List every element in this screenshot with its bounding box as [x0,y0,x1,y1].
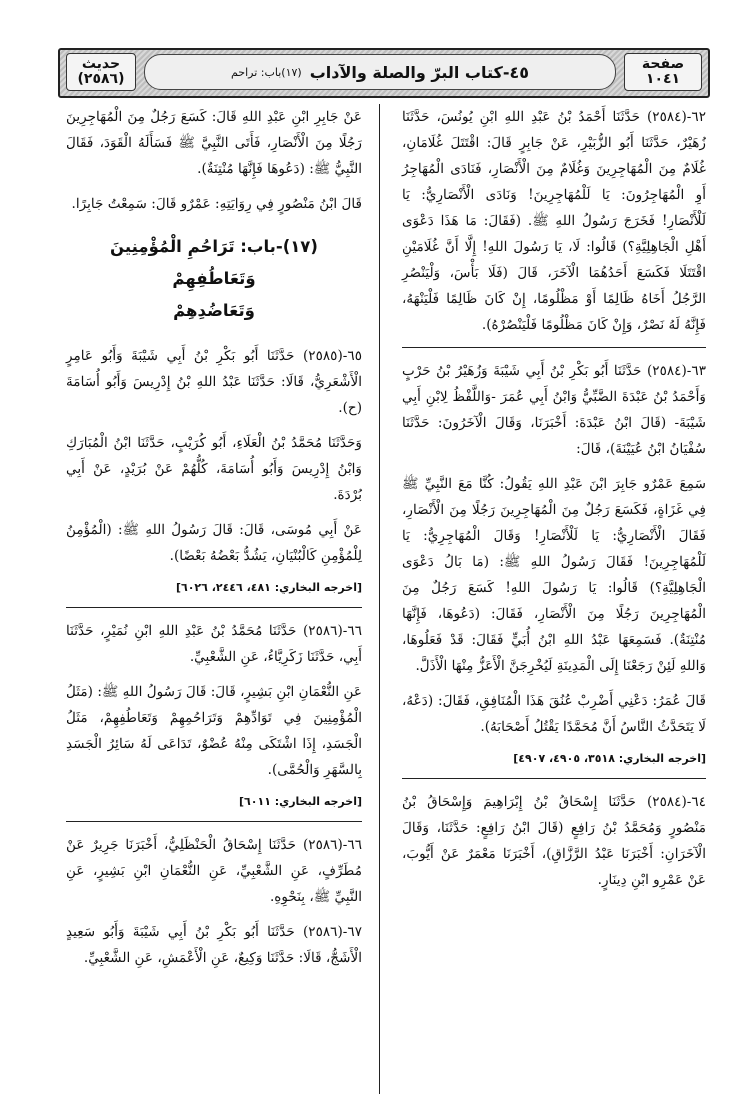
left-column [66,104,362,980]
page-number: ١٠٤١ [645,71,681,87]
hadith-number: (٢٥٨٦) [77,71,125,87]
numan-narration: عَنِ النُّعْمَانِ ابْنِ بَشِيرٍ، قَالَ: قَالَ رَسُولُ اللهِ ﷺ: (مَثَلُ الْمُؤْمِنِينَ فِي تَوَادِّهِمْ وَتَرَاحُمِهِمْ وَتَعَاطُفِهِمْ، مَثَلُ الْجَسَدِ، إِذَا اشْتَكَى مِنْهُ عُضْوٌ، تَدَاعَى لَهُ سَائِرُ الْجَسَدِ بِالسَّهَرِ وَالْحُمَّى). [66,684,362,778]
hadith-number-box [66,53,136,91]
chapter-heading-line-1: (١٧)-باب: تَرَاحُمِ الْمُؤْمِنِينَ وَتَعَاطُفِهِمْ [110,237,318,288]
book-title: ٤٥-كتاب البرّ والصلة والآداب [309,62,530,82]
hadith-64: ٦٤-(٢٥٨٤) حَدَّثَنَا إِسْحَاقُ بْنُ إِبْرَاهِيمَ وَإِسْحَاقُ بْنُ مَنْصُورٍ وَمُحَمَّدُ بْنُ رَافِعٍ (قَالَ ابْنُ رَافِعٍ: حَدَّثَنَا، وَقَالَ الْآخَرَانِ: أَخْبَرَنَا عَبْدُ الرَّزَّاقِ)، أَخْبَرَنَا مَعْمَرٌ عَنْ أَيُّوبَ، عَنْ عَمْرِو ابْنِ دِينَارٍ. [402,794,706,888]
ibn-mansur-note: قَالَ ابْنُ مَنْصُورٍ فِي رِوَايَتِهِ: عَمْرٌو قَالَ: سَمِعْتُ جَابِرًا. [71,196,362,212]
hadith-66-isnad: ٦٦-(٢٥٨٦) حَدَّثَنَا مُحَمَّدُ بْنُ عَبْدِ اللهِ ابْنِ نُمَيْرٍ، حَدَّثَنَا أَبِي، حَدَّثَنَا زَكَرِيَّاءُ، عَنِ الشَّعْبِيِّ. [66,623,362,665]
hadith-63-umar: قَالَ عُمَرُ: دَعْنِي أَضْرِبْ عُنُقَ هَذَا الْمُنَافِقِ، فَقَالَ: (دَعْهُ، لَا يَتَحَدَّثُ النَّاسُ أَنَّ مُحَمَّدًا يَقْتُلُ أَصْحَابَهُ). [402,693,706,735]
separator [402,778,706,779]
page-header [58,48,710,98]
page-number-box [624,53,702,91]
page-label: صفحة [641,56,685,73]
chapter-title: (١٧)باب: تراحم [230,65,302,79]
header-title-band [144,54,616,90]
separator [66,607,362,608]
separator [402,347,706,348]
hadith-65-isnad-2: وَحَدَّثَنَا مُحَمَّدُ بْنُ الْعَلَاءِ، أَبُو كُرَيْبٍ، حَدَّثَنَا ابْنُ الْمُبَارَكِ وَابْنُ إِدْرِيسَ وَأَبُو أُسَامَةَ، كُلُّهُمْ عَنْ بُرَيْدٍ، عَنْ أَبِي بُرْدَةَ. [66,435,362,503]
bukhari-reference: [اخرجه البخاري: ٤٨١، ٢٤٤٦، ٦٠٢٦] [175,581,362,594]
hadith-63-matn: سَمِعَ عَمْرٌو جَابِرَ ابْنَ عَبْدِ اللهِ يَقُولُ: كُنَّا مَعَ النَّبِيِّ ﷺ فِي غَزَاةٍ، فَكَسَعَ رَجُلٌ مِنَ الْمُهَاجِرِينَ رَجُلًا مِنَ الْأَنْصَارِ، فَقَالَ الْأَنْصَارِيُّ: يَا لَلْأَنْصَارِ! وَقَالَ الْمُهَاجِرِيُّ: يَا لَلْمُهَاجِرِينَ! فَقَالَ رَسُولُ اللهِ ﷺ: (مَا بَالُ دَعْوَى الْجَاهِلِيَّةِ؟) قَالُوا: يَا رَسُولَ اللهِ! كَسَعَ رَجُلٌ مِنَ الْمُهَاجِرِينَ رَجُلًا مِنَ الْأَنْصَارِ، فَقَالَ: (دَعُوهَا، فَإِنَّهَا مُنْتِنَةٌ). فَسَمِعَهَا عَبْدُ اللهِ ابْنُ أُبَيٍّ فَقَالَ: قَدْ فَعَلُوهَا، وَاللهِ لَئِنْ رَجَعْنَا إِلَى الْمَدِينَةِ لَيُخْرِجَنَّ الْأَعَزُّ مِنْهَا الْأَذَلَّ. [402,476,706,674]
hadith-62: ٦٢-(٢٥٨٤) حَدَّثَنَا أَحْمَدُ بْنُ عَبْدِ اللهِ ابْنِ يُونُسَ، حَدَّثَنَا زُهَيْرٌ، حَدَّثَنَا أَبُو الزُّبَيْرِ، عَنْ جَابِرٍ قَالَ: اقْتَتَلَ غُلَامَانِ، غُلَامٌ مِنَ الْمُهَاجِرِينَ وَغُلَامٌ مِنَ الْأَنْصَارِ، فَنَادَى الْمُهَاجِرُ أَوِ الْمُهَاجِرُونَ: يَا لَلْمُهَاجِرِينَ! وَنَادَى الْأَنْصَارِيُّ: يَا لَلْأَنْصَارِ! فَخَرَجَ رَسُولُ اللهِ ﷺ. (فَقَالَ: مَا هَذَا دَعْوَى أَهْلِ الْجَاهِلِيَّةِ؟) قَالُوا: لَا، يَا رَسُولَ اللهِ! إِلَّا أَنَّ غُلَامَيْنِ اقْتَتَلَا فَكَسَعَ أَحَدُهُمَا الْآخَرَ، قَالَ (فَلَا بَأْسَ، وَلْيَنْصُرِ الرَّجُلُ أَخَاهُ ظَالِمًا أَوْ مَظْلُومًا، إِنْ كَانَ ظَالِمًا فَلْيَنْهَهُ، فَإِنَّهُ لَهُ نَصْرٌ، وَإِنْ كَانَ مَظْلُومًا فَلْيَنْصُرْهُ). [402,109,706,333]
hadith-65-isnad: ٦٥-(٢٥٨٥) حَدَّثَنَا أَبُو بَكْرِ بْنُ أَبِي شَيْبَةَ وَأَبُو عَامِرٍ الْأَشْعَرِيُّ، قَالَا: حَدَّثَنَا عَبْدُ اللهِ بْنُ إِدْرِيسَ وَأَبُو أُسَامَةَ (ح). [66,348,362,416]
abu-musa-narration: عَنْ أَبِي مُوسَى، قَالَ: قَالَ رَسُولُ اللهِ ﷺ: (الْمُؤْمِنُ لِلْمُؤْمِنِ كَالْبُنْيَانِ، يَشُدُّ بَعْضُهُ بَعْضًا). [66,522,362,564]
hadith-66b: ٦٦-(٢٥٨٦) حَدَّثَنَا إِسْحَاقُ الْحَنْظَلِيُّ، أَخْبَرَنَا جَرِيرٌ عَنْ مُطَرِّفٍ، عَنِ الشَّعْبِيِّ، عَنِ النُّعْمَانِ ابْنِ بَشِيرٍ، عَنِ النَّبِيِّ ﷺ، بِنَحْوِهِ. [66,837,362,905]
text-columns [66,104,706,1084]
bukhari-reference: [اخرجه البخاري: ٦٠١١] [239,795,362,808]
chapter-heading [66,231,362,327]
separator [66,821,362,822]
hadith-label: حديث [81,56,121,73]
hadith-63-isnad: ٦٣-(٢٥٨٤) حَدَّثَنَا أَبُو بَكْرِ بْنُ أَبِي شَيْبَةَ وَزُهَيْرُ بْنُ حَرْبٍ وَأَحْمَدُ بْنُ عَبْدَةَ الضَّبِّيُّ وَابْنُ أَبِي عُمَرَ -وَاللَّفْظُ لِابْنِ أَبِي شَيْبَةَ- (قَالَ ابْنُ عَبْدَةَ: أَخْبَرَنَا، وَقَالَ الْآخَرُونَ: حَدَّثَنَا سُفْيَانُ ابْنُ عُيَيْنَةَ)، قَالَ: [402,363,706,457]
jabir-narration: عَنْ جَابِرِ ابْنِ عَبْدِ اللهِ قَالَ: كَسَعَ رَجُلٌ مِنَ الْمُهَاجِرِينَ رَجُلًا مِنَ الْأَنْصَارِ، فَأَتَى النَّبِيَّ ﷺ فَسَأَلَهُ الْقَوَدَ، فَقَالَ النَّبِيُّ ﷺ: (دَعُوهَا فَإِنَّهَا مُنْتِنَةٌ). [66,109,362,177]
right-column [402,104,706,902]
bukhari-reference: [اخرجه البخاري: ٣٥١٨، ٤٩٠٥، ٤٩٠٧] [513,752,706,765]
hadith-67: ٦٧-(٢٥٨٦) حَدَّثَنَا أَبُو بَكْرِ بْنُ أَبِي شَيْبَةَ وَأَبُو سَعِيدٍ الْأَشَجُّ، قَالَا: حَدَّثَنَا وَكِيعٌ، عَنِ الْأَعْمَشِ، عَنِ الشَّعْبِيِّ. [66,924,362,966]
chapter-heading-line-2: وَتَعَاضُدِهِمْ [173,301,255,320]
